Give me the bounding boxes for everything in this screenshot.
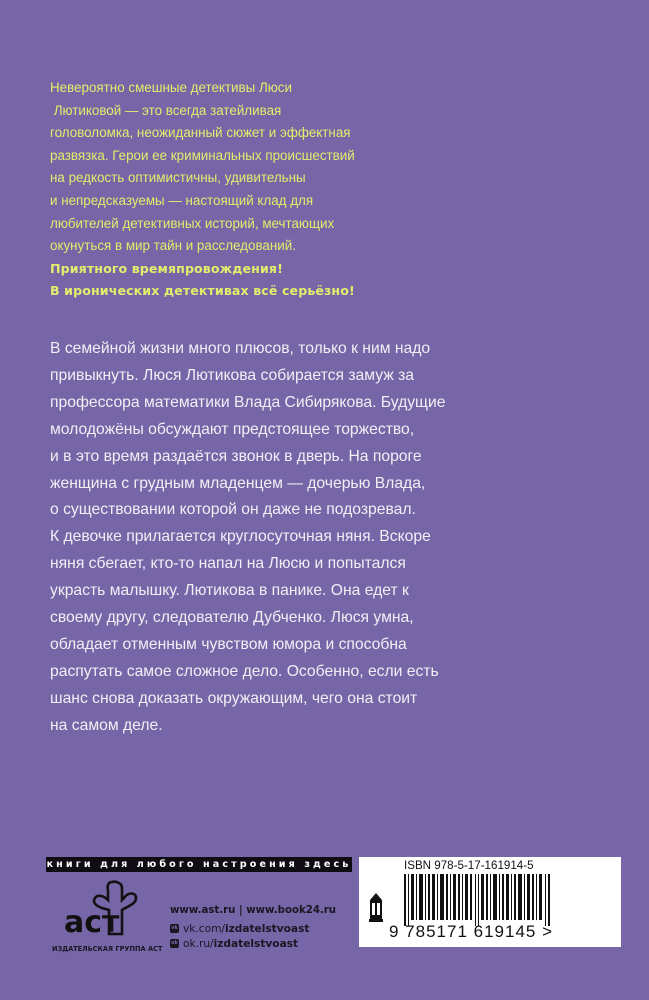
blurb-line: развязка. Герои ее криминальных происшествий — [50, 147, 355, 163]
blurb-line: Лютиковой — это всегда затейливая — [50, 102, 282, 118]
blurb-line: Невероятно смешные детективы Люси — [50, 80, 292, 95]
barcode-digits: 9 785171 619145 > — [389, 922, 554, 941]
publisher-links — [170, 905, 336, 950]
barcode-icon — [404, 874, 556, 926]
isbn-barcode — [359, 857, 621, 947]
ok-icon: ok — [171, 940, 178, 946]
blurb-line: и непредсказуемы — настоящий клад для — [50, 192, 314, 208]
ast-logo-icon — [62, 878, 142, 938]
isbn-label: ISBN 978-5-17-161914-5 — [404, 859, 534, 872]
blurb-line: головоломка, неожиданный сюжет и эффектная — [50, 125, 351, 141]
blurb-slogan: В иронических детективах всё серьёзно! — [50, 283, 355, 299]
synopsis-line: привыкнуть. Люся Лютикова собирается замуж за — [50, 366, 414, 384]
synopsis — [50, 336, 570, 740]
blurb-line: окунуться в мир тайн и расследований. — [50, 238, 296, 254]
synopsis-line: на самом деле. — [50, 716, 163, 734]
synopsis-line: В семейной жизни много плюсов, только к ним надо — [50, 340, 431, 357]
blurb-line: любителей детективных историй, мечтающих — [50, 215, 335, 231]
synopsis-line: своему другу, следователю Дубченко. Люся умна, — [50, 609, 414, 627]
vk-link[interactable]: vk vk.com/izdatelstvoast — [171, 922, 310, 935]
website-links[interactable]: www.ast.ru | www.book24.ru — [170, 905, 337, 916]
blurb — [50, 77, 410, 303]
synopsis-line: и в это время раздаётся звонок в дверь. На пороге — [50, 447, 422, 465]
blurb-line: на редкость оптимистичны, удивительны — [50, 170, 306, 186]
ok-link[interactable]: ok ok.ru/izdatelstvoast — [171, 937, 299, 950]
vk-icon: vk — [171, 925, 178, 931]
synopsis-line: женщина с грудным младенцем — дочерью Влада, — [50, 474, 426, 492]
synopsis-line: украсть малышку. Лютикова в панике. Она едет к — [50, 582, 409, 600]
synopsis-line: профессора математики Влада Сибирякова. Будущие — [50, 393, 446, 411]
synopsis-line: К девочке прилагается круглосуточная няня. Вскоре — [50, 528, 431, 546]
synopsis-line: молодожёны обсуждают предстоящее торжество, — [50, 420, 415, 438]
lantern-icon — [368, 893, 384, 923]
synopsis-line: обладает отменным чувством юмора и способна — [50, 635, 407, 653]
tagline-banner: книги для любого настроения здесь — [46, 859, 352, 870]
blurb-slogan: Приятного времяпровождения! — [50, 260, 283, 276]
synopsis-line: шанс снова доказать окружающим, чего она стоит — [50, 689, 418, 707]
synopsis-line: о существовании которой он даже не подозревал. — [50, 501, 416, 519]
logo-caption: ИЗДАТЕЛЬСКАЯ ГРУППА АСТ — [52, 945, 163, 953]
synopsis-line: няня сбегает, кто-то напал на Люсю и попытался — [50, 555, 406, 573]
synopsis-line: распутать самое сложное дело. Особенно, если есть — [50, 662, 439, 680]
svg-text:аст: аст — [64, 905, 120, 938]
